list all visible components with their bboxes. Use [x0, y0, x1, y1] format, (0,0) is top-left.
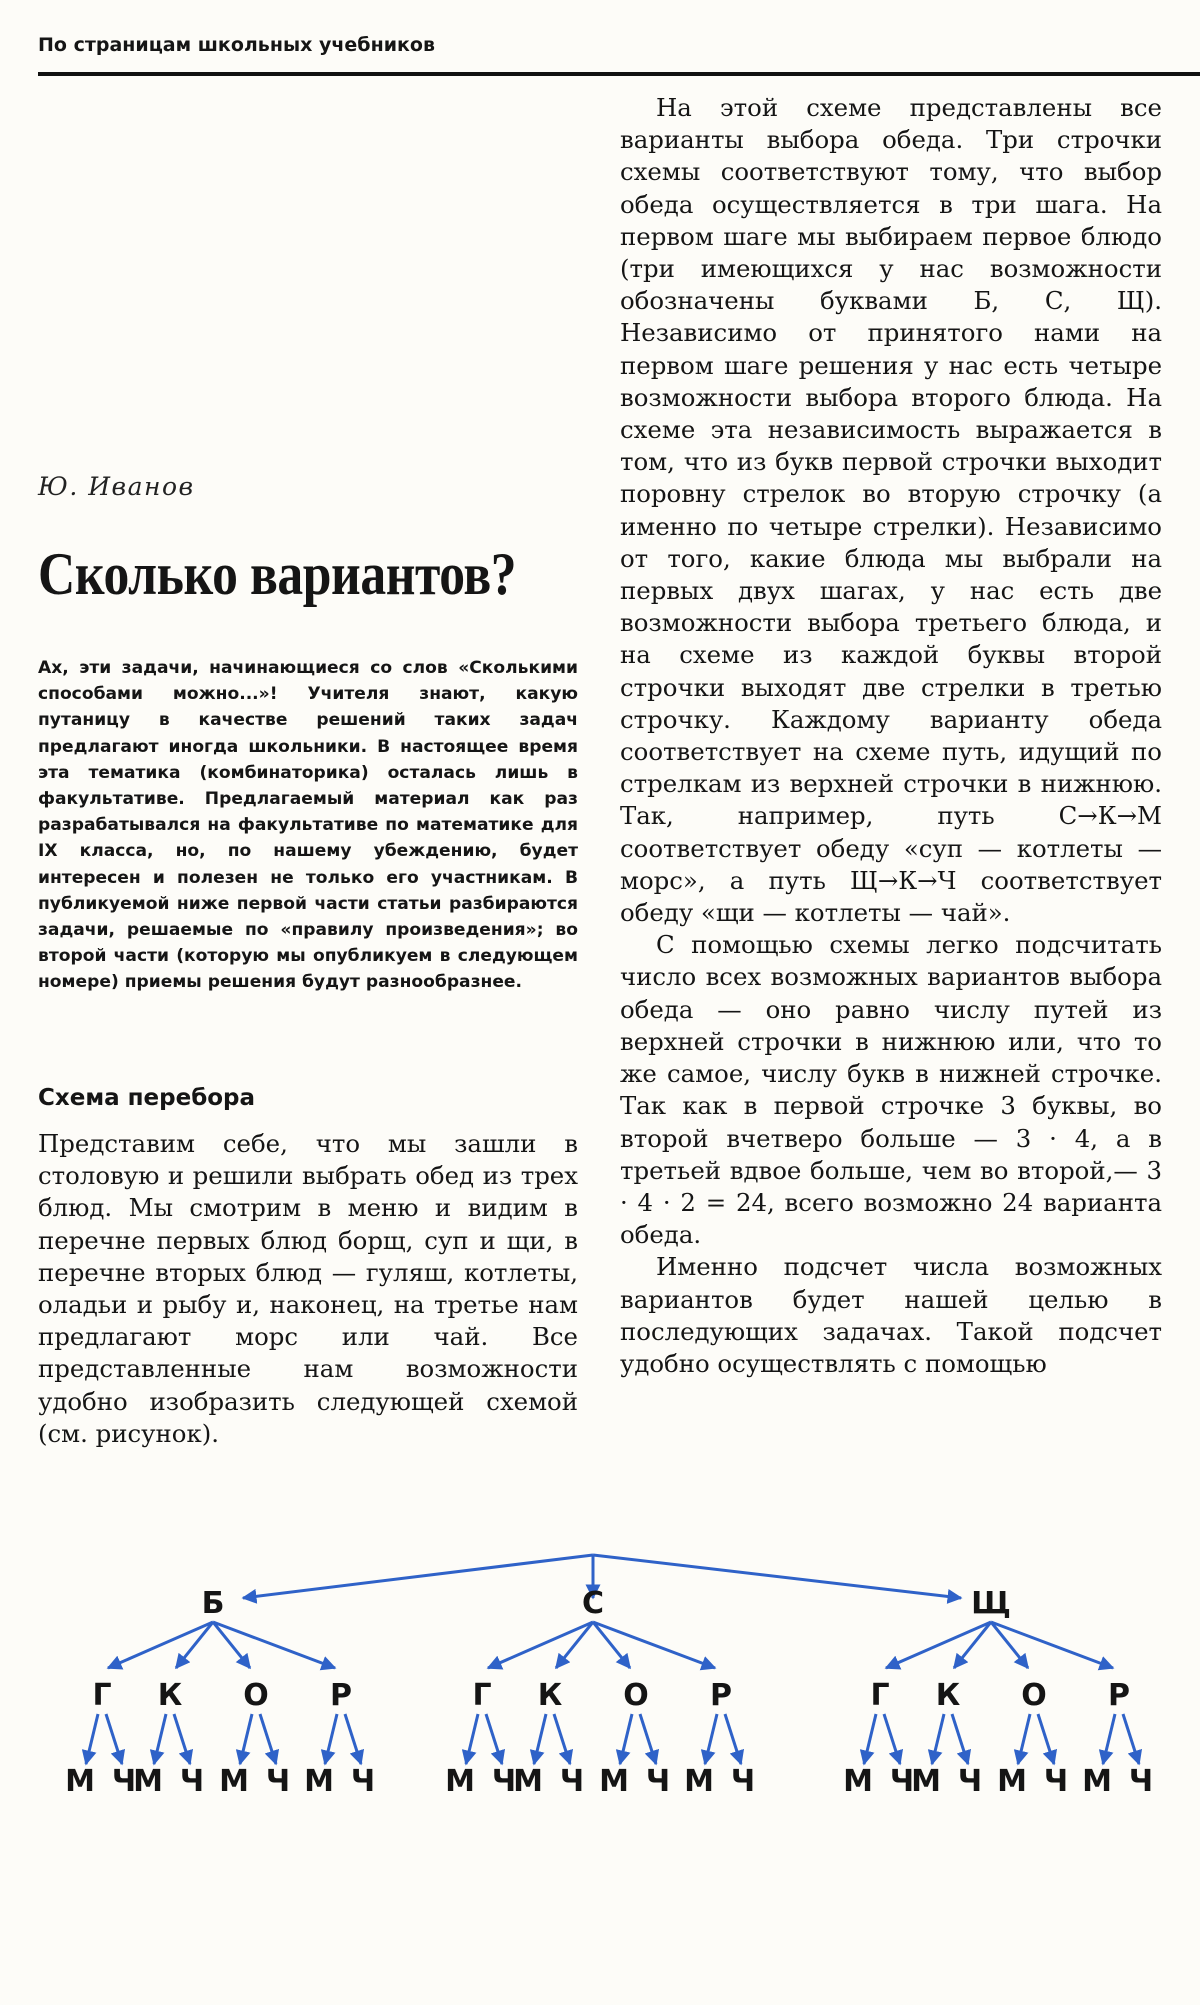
third-course-letter: М — [133, 1764, 163, 1799]
article-title: Сколько вариантов? — [38, 541, 517, 607]
tree-arrow — [86, 1714, 98, 1764]
third-course-letter: М — [843, 1764, 873, 1799]
tree-arrow — [243, 1555, 593, 1598]
third-course-letter: М — [684, 1764, 714, 1799]
third-course-letter: Ч — [730, 1764, 756, 1799]
tree-arrow — [345, 1714, 361, 1764]
tree-arrow — [534, 1714, 546, 1764]
third-course-letter: Ч — [350, 1764, 376, 1799]
third-course-letter: М — [997, 1764, 1027, 1799]
author: Ю. Иванов — [38, 472, 195, 501]
left-body — [38, 1128, 578, 1450]
tree-arrow — [108, 1622, 213, 1668]
tree-arrow — [864, 1714, 876, 1764]
third-course-letter: Ч — [179, 1764, 205, 1799]
first-course-letter: С — [581, 1586, 605, 1621]
tree-arrow — [260, 1714, 276, 1764]
tree-arrow — [488, 1622, 593, 1668]
second-course-letter: К — [537, 1678, 563, 1713]
tree-arrow — [174, 1714, 190, 1764]
second-course-letter: Р — [710, 1678, 732, 1713]
tree-arrow — [1038, 1714, 1054, 1764]
tree-arrow — [106, 1714, 122, 1764]
third-course-letter: М — [304, 1764, 334, 1799]
third-course-letter: Ч — [645, 1764, 671, 1799]
third-course-letter: М — [911, 1764, 941, 1799]
tree-arrow — [884, 1714, 900, 1764]
first-course-letter: Б — [201, 1586, 225, 1621]
second-course-letter: О — [1021, 1678, 1047, 1713]
second-course-letter: К — [157, 1678, 183, 1713]
tree-arrow — [620, 1714, 632, 1764]
section-header: По страницам школьных учебников — [38, 34, 435, 56]
third-course-letter: Ч — [559, 1764, 585, 1799]
second-course-letter: Р — [330, 1678, 352, 1713]
section-heading: Схема перебора — [38, 1085, 256, 1111]
tree-arrow — [466, 1714, 478, 1764]
tree-arrow — [554, 1714, 570, 1764]
tree-arrow — [886, 1622, 991, 1668]
tree-arrow — [154, 1714, 166, 1764]
second-course-letter: Г — [472, 1678, 492, 1713]
tree-arrow — [486, 1714, 502, 1764]
second-course-letter: Г — [870, 1678, 890, 1713]
paragraph: С помощью схемы легко подсчитать число всех возможных вариантов выбора обеда — оно равно числу путей из верхней строчки в нижнюю или, что то же самое, числу букв в нижней строчке. Так как в первой строчке 3 буквы, во второй вчетверо больше — 3 · 4, а в третьей вдвое больше, чем во второй,— 3 · 4 · 2 = 24, всего возможно 24 варианта обеда. — [620, 930, 1162, 1250]
third-course-letter: М — [1082, 1764, 1112, 1799]
tree-arrow — [325, 1714, 337, 1764]
second-course-letter: О — [623, 1678, 649, 1713]
third-course-letter: Ч — [1043, 1764, 1069, 1799]
meal-choice-tree — [0, 1540, 1200, 2000]
third-course-letter: М — [599, 1764, 629, 1799]
second-course-letter: Р — [1108, 1678, 1130, 1713]
paragraph: На этой схеме представлены все варианты выбора обеда. Три строчки схемы соответствуют тому, что выбор обеда осуществляется в три шага. На первом шаге мы выбираем первое блюдо (три имеющихся у нас возможности обозначены буквами Б, С, Щ). Независимо от принятого нами на первом шаге решения у нас есть четыре возможности выбора второго блюда. На схеме эта независимость выражается в том, что из букв первой строчки выходит поровну стрелок во вторую строчку (а именно по четыре стрелки). Независимо от того, какие блюда мы выбрали на первых двух шагах, у нас есть две возможности выбора третьего блюда, и на схеме из каждой буквы второй строчки выходят две стрелки в третью строчку. Каждому варианту обеда соответствует на схеме путь, идущий по стрелкам из верхней строчки в нижнюю. Так, например, путь С→К→М соответствует обеду «суп — котлеты — морс», а путь Щ→К→Ч соответствует обеду «щи — котлеты — чай». — [620, 93, 1162, 928]
tree-arrow — [952, 1714, 968, 1764]
third-course-letter: Ч — [957, 1764, 983, 1799]
paragraph: Именно подсчет числа возможных вариантов будет нашей целью в последующих задачах. Такой подсчет удобно осуществлять с помощью — [620, 1252, 1162, 1378]
right-body — [620, 92, 1162, 1380]
first-course-letter: Щ — [971, 1586, 1011, 1621]
third-course-letter: М — [513, 1764, 543, 1799]
header-rule — [38, 72, 1200, 76]
third-course-letter: Ч — [889, 1764, 915, 1799]
paragraph: Представим себе, что мы зашли в столовую и решили выбрать обед из трех блюд. Мы смотрим в меню и видим в перечне первых блюд борщ, суп и щи, в перечне вторых блюд — гуляш, котлеты, оладьи и рыбу и, наконец, на третье нам предлагают морс или чай. Все представленные нам возможности удобно изобразить следующей схемой (см. рисунок). — [38, 1129, 578, 1448]
tree-arrow — [593, 1555, 961, 1598]
third-course-letter: М — [65, 1764, 95, 1799]
tree-arrow — [932, 1714, 944, 1764]
tree-arrow — [725, 1714, 741, 1764]
third-course-letter: М — [219, 1764, 249, 1799]
second-course-letter: Г — [92, 1678, 112, 1713]
tree-arrow — [240, 1714, 252, 1764]
third-course-letter: Ч — [111, 1764, 137, 1799]
tree-arrow — [1018, 1714, 1030, 1764]
third-course-letter: М — [445, 1764, 475, 1799]
second-course-letter: К — [935, 1678, 961, 1713]
second-course-letter: О — [243, 1678, 269, 1713]
third-course-letter: Ч — [265, 1764, 291, 1799]
tree-arrow — [705, 1714, 717, 1764]
tree-arrow — [1123, 1714, 1139, 1764]
third-course-letter: Ч — [1128, 1764, 1154, 1799]
third-course-letter: Ч — [491, 1764, 517, 1799]
tree-arrow — [1103, 1714, 1115, 1764]
article-intro: Ах, эти задачи, начинающиеся со слов «Сколькими способами можно...»! Учителя знают, какую путаницу в качестве решений таких задач предлагают иногда школьники. В настоящее время эта тематика (комбинаторика) осталась лишь в факультативе. Предлагаемый материал как раз разрабатывался на факультативе по математике для IX класса, но, по нашему убеждению, будет интересен и полезен не только его участникам. В публикуемой ниже первой части статьи разбираются задачи, решаемые по «правилу произведения»; во второй части (которую мы опубликуем в следующем номере) приемы решения будут разнообразнее. — [38, 658, 578, 993]
tree-arrow — [640, 1714, 656, 1764]
